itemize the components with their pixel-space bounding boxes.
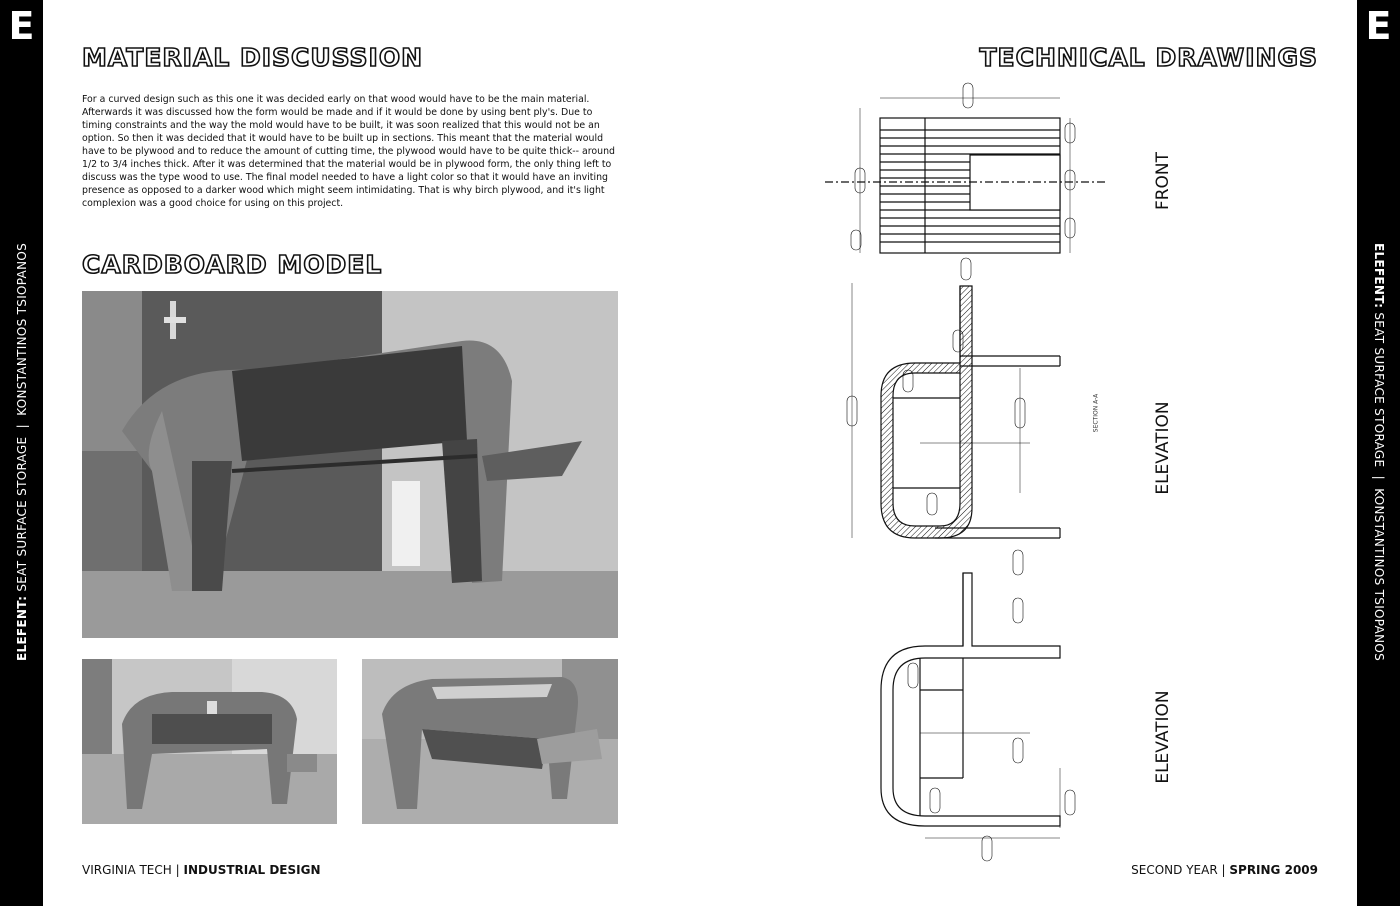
left-footer <box>82 863 321 877</box>
elefent-logo: E <box>8 4 35 48</box>
right-sidebar <box>1357 0 1400 906</box>
project-description-right: SEAT SURFACE STORAGE <box>1372 312 1386 468</box>
cardboard-model-heading: CARDBOARD MODEL <box>82 250 383 279</box>
technical-drawings-heading: TECHNICAL DRAWINGS <box>979 43 1318 72</box>
cardboard-model-photo-front <box>82 659 337 824</box>
front-view-drawing <box>825 83 1105 253</box>
elefent-logo-right: E <box>1365 4 1392 48</box>
caption-separator-right: | <box>1372 475 1386 480</box>
technical-drawings <box>815 78 1115 868</box>
project-name: ELEFENT: <box>15 595 29 662</box>
left-sidebar-caption <box>15 243 29 661</box>
elevation-label-2: ELEVATION <box>1153 690 1173 784</box>
cardboard-model-photo-main <box>82 291 618 638</box>
material-discussion-heading: MATERIAL DISCUSSION <box>82 43 424 72</box>
material-discussion-text: For a curved design such as this one it was decided early on that wood would have to be the main material. Afterwards it was discussed how the form would be made and if it would be done by using bent ply's. Due to timing constraints and the way the mold would have to be built, it was soon realized that this would not be an option. So then it was decided that it would have to be built up in sections. This meant that the material would have to be plywood and to reduce the amount of cutting time, the plywood would have to be quite thick-- around 1/2 to 3/4 inches thick. After it was determined that the material would be in plywood form, the only thing left to discuss was the type wood to use. The final model needed to have a light color so that it would have an inviting presence as opposed to a darker wood which might seem intimidating. That is why birch plywood, and it's light complexion was a good choice for using on this project. <box>82 94 615 209</box>
section-aa-label: SECTION A-A <box>1092 393 1100 433</box>
caption-separator: | <box>15 424 29 429</box>
footer-school: VIRGINIA TECH <box>82 863 172 877</box>
left-sidebar <box>0 0 43 906</box>
author-name-right: KONSTANTINOS TSIOPANOS <box>1372 488 1386 662</box>
elevation-label-1: ELEVATION <box>1153 401 1173 495</box>
elevation-drawing <box>881 550 1075 861</box>
right-footer <box>1131 863 1318 877</box>
author-name: KONSTANTINOS TSIOPANOS <box>15 242 29 416</box>
project-description: SEAT SURFACE STORAGE <box>15 436 29 592</box>
project-name-right: ELEFENT: <box>1372 242 1386 309</box>
footer-year: SECOND YEAR <box>1131 863 1218 877</box>
elevation-section-drawing <box>847 258 1060 538</box>
cardboard-model-photo-angle <box>362 659 618 824</box>
footer-term: SPRING 2009 <box>1229 863 1318 877</box>
footer-separator: | <box>175 863 180 877</box>
footer-separator-right: | <box>1221 863 1226 877</box>
right-sidebar-caption <box>1372 243 1386 661</box>
footer-program: INDUSTRIAL DESIGN <box>183 863 321 877</box>
front-view-label: FRONT <box>1153 151 1173 211</box>
